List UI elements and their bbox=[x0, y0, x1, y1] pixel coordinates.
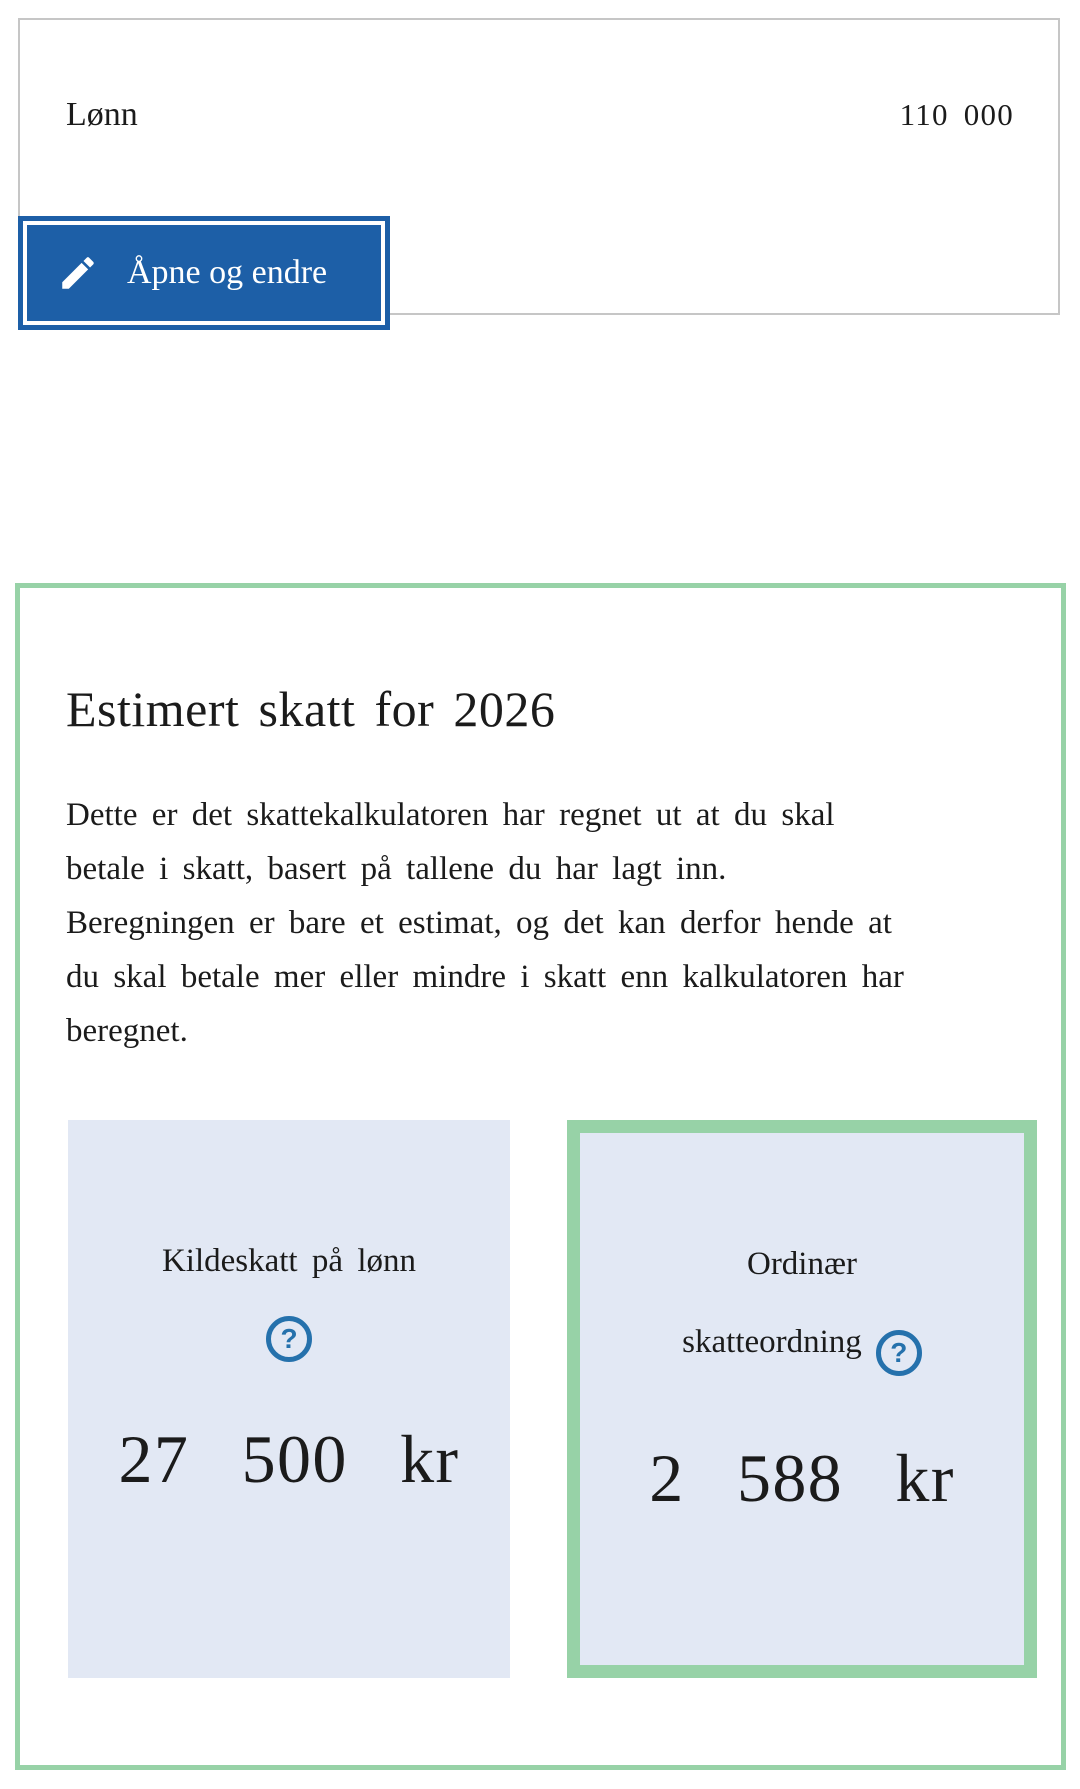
option-label: Kildeskatt på lønn bbox=[161, 1243, 417, 1279]
option-amount: 2 588 kr bbox=[649, 1440, 955, 1516]
question-mark-glyph: ? bbox=[280, 1323, 298, 1354]
option-amount: 27 500 kr bbox=[118, 1421, 460, 1497]
open-and-edit-button[interactable] bbox=[23, 221, 385, 325]
open-and-edit-button-label: Åpne og endre bbox=[127, 254, 328, 291]
salary-label: Lønn bbox=[66, 96, 138, 133]
salary-row bbox=[20, 20, 1058, 134]
estimated-tax-title: Estimert skatt for 2026 bbox=[66, 681, 556, 737]
option-label bbox=[682, 1225, 922, 1381]
estimated-tax-card bbox=[15, 583, 1066, 1770]
question-mark-glyph: ? bbox=[890, 1337, 908, 1368]
option-card-kildeskatt[interactable] bbox=[68, 1120, 510, 1678]
salary-value: 110 000 bbox=[899, 97, 1014, 132]
question-mark-icon[interactable] bbox=[876, 1330, 922, 1376]
pencil-icon bbox=[57, 252, 99, 294]
option-label-line2: skatteordning bbox=[682, 1324, 862, 1360]
option-label-line1: Ordinær bbox=[746, 1246, 857, 1282]
question-mark-icon[interactable] bbox=[266, 1316, 312, 1362]
option-card-ordinaer-skatteordning[interactable] bbox=[567, 1120, 1037, 1678]
tax-scheme-options bbox=[68, 1120, 1037, 1678]
estimated-tax-description: Dette er det skattekalkulatoren har regnet ut at du skal betale i skatt, basert på tallene du har lagt inn. Beregningen er bare et estimat, og det kan derfor hende at du skal betale mer eller mindre i skatt enn kalkulatoren har beregnet. bbox=[66, 797, 904, 1049]
